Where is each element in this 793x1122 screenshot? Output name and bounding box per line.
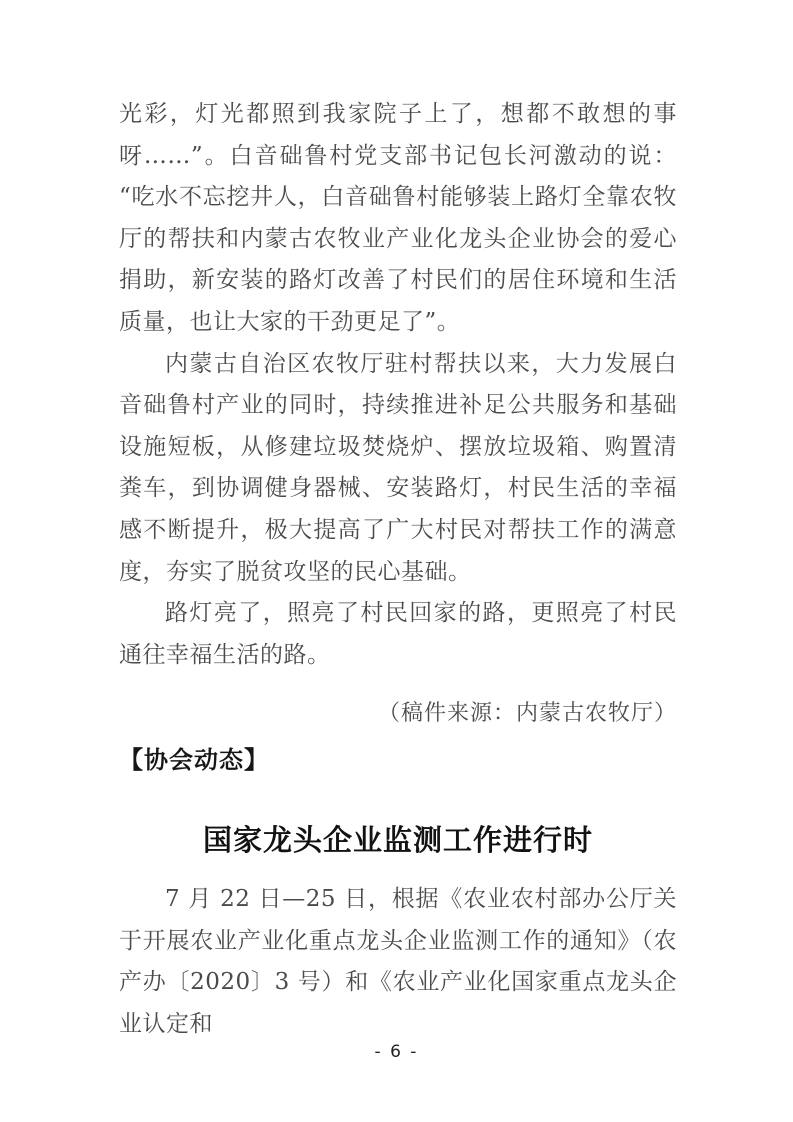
paragraph-continuation: 光彩，灯光都照到我家院子上了，想都不敢想的事呀……”。白音础鲁村党支部书记包长河激动的说：“吃水不忘挖井人，白音础鲁村能够装上路灯全靠农牧厅的帮扶和内蒙古农牧业产业化龙头企业协会的爱心捐助，新安装的路灯改善了村民们的居住环境和生活质量，也让大家的干劲更足了”。 — [119, 101, 677, 335]
page-number: - 6 - — [374, 1042, 419, 1062]
source-attribution: （稿件来源：内蒙古农牧厅） — [377, 701, 677, 727]
section-heading: 【协会动态】 — [119, 745, 269, 774]
document-content — [119, 94, 677, 1045]
paragraph: 7 月 22 日—25 日，根据《农业农村部办公厅关于开展农业产业化重点龙头企业监测工作的通知》（农产办〔2020〕3 号）和《农业产业化国家重点龙头企业认定和 — [119, 885, 677, 1037]
article-title: 国家龙头企业监测工作进行时 — [202, 822, 593, 857]
paragraph: 内蒙古自治区农牧厅驻村帮扶以来，大力发展白音础鲁村产业的同时，持续推进补足公共服务和基础设施短板，从修建垃圾焚烧炉、摆放垃圾箱、购置清粪车，到协调健身器械、安装路灯，村民生活的幸福感不断提升，极大提高了广大村民对帮扶工作的满意度，夯实了脱贫攻坚的民心基础。 — [119, 350, 677, 585]
paragraph: 路灯亮了，照亮了村民回家的路，更照亮了村民通往幸福生活的路。 — [119, 600, 677, 668]
